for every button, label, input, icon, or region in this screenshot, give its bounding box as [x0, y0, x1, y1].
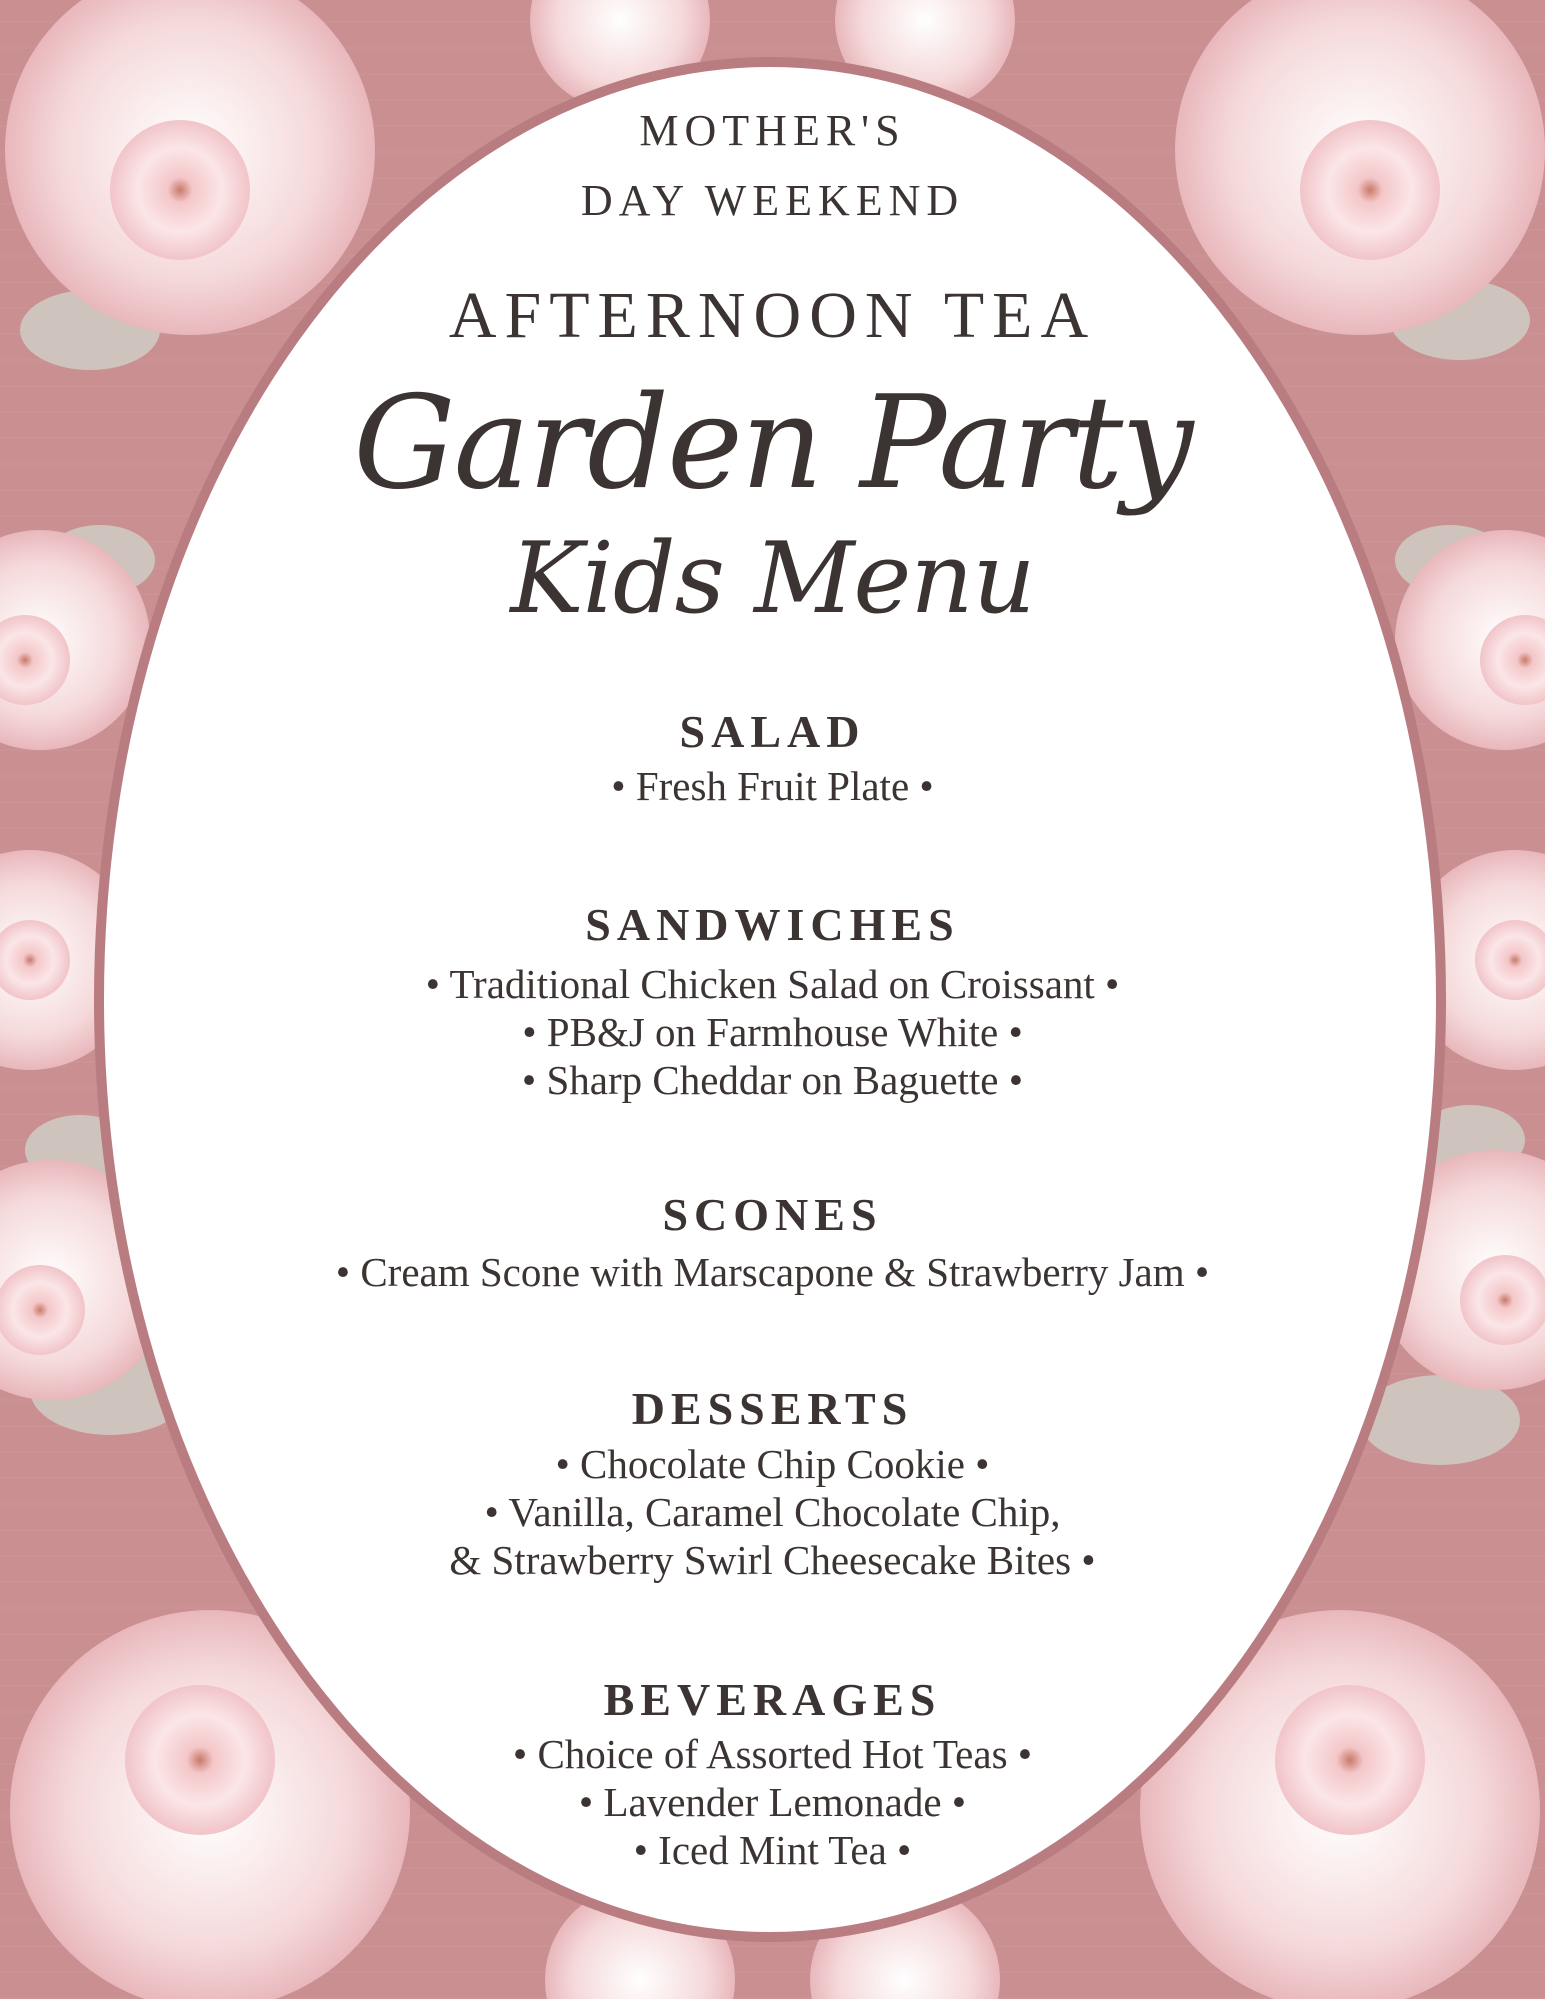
section-items-scones: [200, 1248, 1345, 1296]
section-heading-desserts: DESSERTS: [631, 1383, 914, 1434]
section-items-salad: [200, 762, 1345, 810]
header-line-mothers: MOTHER'S: [639, 106, 906, 155]
script-title: Garden Party: [353, 369, 1192, 518]
menu-item: • Iced Mint Tea •: [633, 1827, 912, 1873]
menu-item: • Cream Scone with Marscapone & Strawberry Jam •: [335, 1249, 1210, 1295]
header-line-afternoon-tea: AFTERNOON TEA: [448, 279, 1097, 352]
menu-item: • Traditional Chicken Salad on Croissant •: [425, 961, 1120, 1007]
script-subtitle: Kids Menu: [510, 522, 1035, 636]
menu-item: & Strawberry Swirl Cheesecake Bites •: [449, 1537, 1096, 1583]
section-items-beverages: [200, 1730, 1345, 1874]
menu-item: • Fresh Fruit Plate •: [611, 763, 934, 809]
menu-item: • Chocolate Chip Cookie •: [555, 1441, 990, 1487]
menu-item: • Sharp Cheddar on Baguette •: [521, 1057, 1024, 1103]
section-heading-salad: SALAD: [679, 706, 866, 757]
section-heading-beverages: BEVERAGES: [603, 1674, 942, 1725]
header-line-day-weekend: DAY WEEKEND: [580, 176, 965, 225]
menu-item: • Vanilla, Caramel Chocolate Chip,: [484, 1489, 1061, 1535]
section-items-sandwiches: [200, 960, 1345, 1104]
section-heading-scones: SCONES: [662, 1189, 883, 1240]
section-items-desserts: [200, 1440, 1345, 1584]
menu-item: • Lavender Lemonade •: [578, 1779, 967, 1825]
menu-item: • PB&J on Farmhouse White •: [522, 1009, 1023, 1055]
menu-item: • Choice of Assorted Hot Teas •: [512, 1731, 1033, 1777]
section-heading-sandwiches: SANDWICHES: [585, 899, 960, 950]
